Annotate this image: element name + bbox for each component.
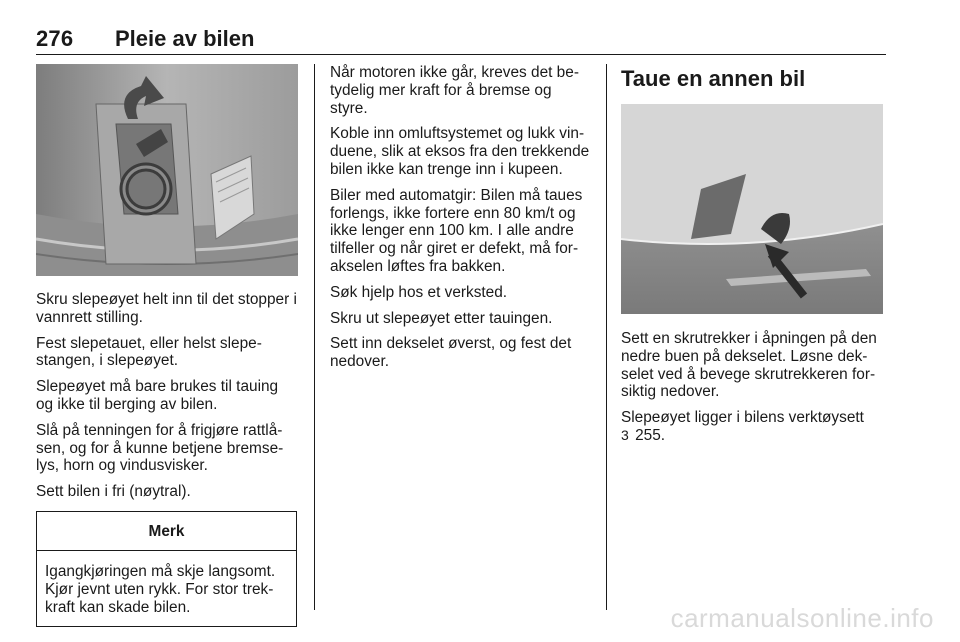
paragraph: Biler med automatgir: Bilen må taues forlengs, ikke fortere enn 80 km/t og ikke lenger enn 100 km. I alle andre tilfeller og når giret er defekt, må forakselen løftes fra bakken. bbox=[330, 186, 583, 275]
paragraph: Søk hjelp hos et verksted. bbox=[330, 283, 508, 301]
rear-bumper-illustration bbox=[621, 104, 883, 314]
paragraph: Sett inn dekselet øverst, og fest det nedover. bbox=[330, 335, 572, 371]
paragraph: Sett bilen i fri (nøytral). bbox=[36, 483, 191, 501]
paragraph: Fest slepetauet, eller helst slepestangen, i slepeøyet. bbox=[36, 334, 262, 370]
paragraph bbox=[621, 409, 886, 445]
section-heading: Taue en annen bil bbox=[621, 66, 806, 91]
paragraph: Koble inn omluftsystemet og lukk vinduene, slik at eksos fra den trekkende bilen ikke kan trenge inn i kupeen. bbox=[330, 125, 590, 178]
page-number: 276 bbox=[36, 26, 74, 51]
tow-eye-illustration bbox=[36, 64, 298, 276]
paragraph: Sett en skrutrekker i åpningen på den nedre buen på dekselet. Løsne dekselet ved å bevege skrutrekkeren forsiktig nedover. bbox=[621, 330, 877, 401]
paragraph: Slepeøyet må bare brukes til tauing og ikke til berging av bilen. bbox=[36, 378, 279, 413]
paragraph: Skru slepeøyet helt inn til det stopper i vannrett stilling. bbox=[36, 291, 297, 326]
reference-page[interactable]: 255. bbox=[635, 426, 666, 444]
note-box bbox=[36, 511, 297, 627]
column-divider bbox=[606, 64, 607, 610]
section-title: Pleie av bilen bbox=[115, 26, 255, 51]
column-divider bbox=[314, 64, 315, 610]
watermark: carmanualsonline.info bbox=[670, 603, 934, 633]
paragraph: Slå på tenningen for å frigjøre rattlåsen, og for å kunne betjene bremselys, horn og vindusvisker. bbox=[36, 421, 284, 475]
paragraph: Når motoren ikke går, kreves det betydelig mer kraft for å bremse og styre. bbox=[330, 64, 579, 117]
page-header bbox=[36, 26, 886, 55]
note-title: Merk bbox=[37, 512, 296, 551]
reference-arrow-icon: 3 bbox=[621, 426, 629, 443]
column-right bbox=[621, 64, 886, 453]
reference-text: Slepeøyet ligger i bilens verktøysett bbox=[621, 409, 864, 427]
column-left bbox=[36, 64, 298, 627]
column-middle bbox=[330, 64, 592, 379]
paragraph: Skru ut slepeøyet etter tauingen. bbox=[330, 309, 553, 327]
note-body: Igangkjøringen må skje langsomt. Kjør jevnt uten rykk. For stor trekkraft kan skade bilen. bbox=[45, 562, 276, 616]
